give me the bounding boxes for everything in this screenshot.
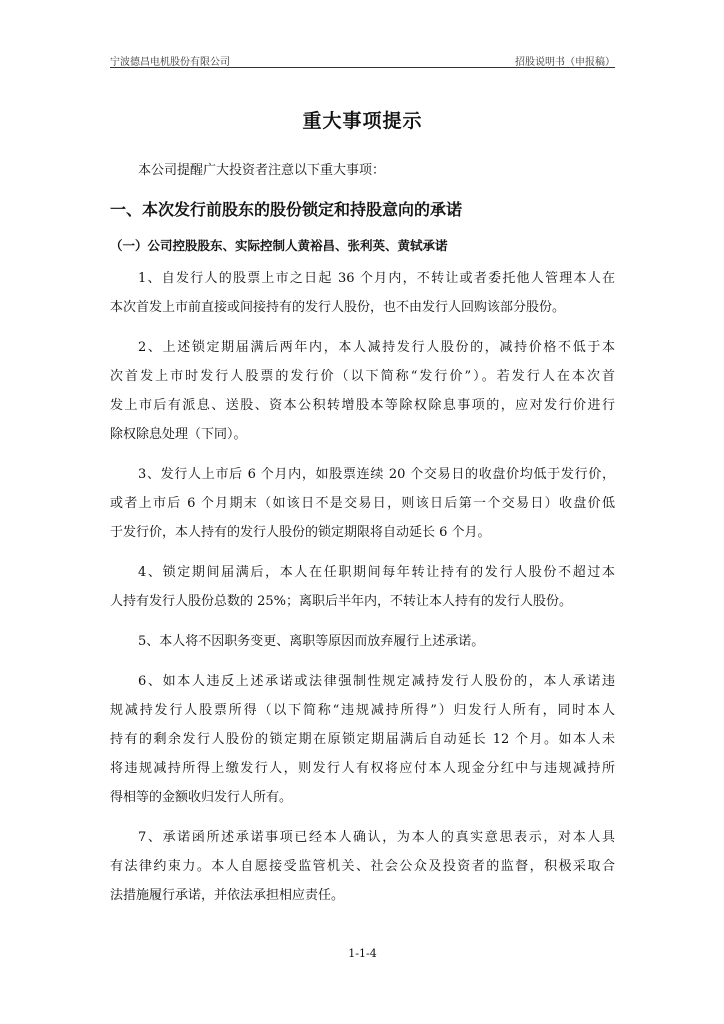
paragraph-line: 持有的剩余发行人股份的锁定期在原锁定期届满后自动延长 12 个月。如本人未: [110, 732, 615, 747]
paragraph-line: 法措施履行承诺，并依法承担相应责任。: [110, 888, 345, 903]
paragraph-line: 5、本人将不因职务变更、离职等原因而放弃履行上述承诺。: [138, 634, 485, 649]
paragraph-1: [110, 264, 615, 322]
header-document-type: 招股说明书（申报稿）: [515, 57, 615, 68]
document-body: [110, 264, 615, 921]
paragraph-7: [110, 823, 615, 910]
paragraph-line: 1、自发行人的股票上市之日起 36 个月内，不转让或者委托他人管理本人在: [138, 271, 615, 286]
paragraph-line: 人持有发行人股份总数的 25%；离职后半年内，不转让本人持有的发行人股份。: [110, 594, 573, 609]
paragraph-line: 将违规减持所得上缴发行人，则发行人有权将应付本人现金分红中与违规减持所: [110, 761, 615, 776]
paragraph-3: [110, 460, 615, 547]
paragraph-line: 本次首发上市前直接或间接持有的发行人股份，也不由发行人回购该部分股份。: [110, 300, 566, 315]
header-company-name: 宁波德昌电机股份有限公司: [110, 57, 230, 68]
paragraph-6: [110, 667, 615, 812]
paragraph-line: 发上市后有派息、送股、资本公积转增股本等除权除息事项的，应对发行价进行: [110, 398, 615, 413]
document-title: 重大事项提示: [302, 110, 423, 132]
paragraph-line: 有法律约束力。本人自愿接受监管机关、社会公众及投资者的监督，积极采取合: [110, 859, 615, 874]
paragraph-line: 于发行价，本人持有的发行人股份的锁定期限将自动延长 6 个月。: [110, 525, 491, 540]
subsection-heading: （一）公司控股股东、实际控制人黄裕昌、张利英、黄轼承诺: [110, 238, 448, 253]
paragraph-line: 除权除息处理（下同）。: [110, 427, 247, 442]
page-number: 1-1-4: [348, 947, 377, 960]
section-heading: 一、本次发行前股东的股份锁定和持股意向的承诺: [110, 200, 463, 219]
page-header: [110, 53, 615, 68]
paragraph-line: 次首发上市时发行人股票的发行价（以下简称“发行价”）。若发行人在本次首: [110, 369, 615, 384]
paragraph-line: 6、如本人违反上述承诺或法律强制性规定减持发行人股份的，本人承诺违: [138, 674, 615, 689]
paragraph-line: 规减持发行人股票所得（以下简称“违规减持所得”）归发行人所有，同时本人: [110, 703, 615, 718]
paragraph-4: [110, 558, 615, 616]
paragraph-line: 4、锁定期间届满后，本人在任职期间每年转让持有的发行人股份不超过本: [138, 565, 615, 580]
paragraph-line: 2、上述锁定期届满后两年内，本人减持发行人股份的，减持价格不低于本: [138, 340, 615, 355]
paragraph-line: 或者上市后 6 个月期末（如该日不是交易日，则该日后第一个交易日）收盘价低: [110, 496, 615, 511]
paragraph-line: 得相等的金额收归发行人所有。: [110, 790, 293, 805]
intro-text: 本公司提醒广大投资者注意以下重大事项：: [138, 163, 386, 178]
paragraph-line: 7、承诺函所述承诺事项已经本人确认，为本人的真实意思表示，对本人具: [138, 830, 615, 845]
paragraph-2: [110, 333, 615, 449]
paragraph-5: [110, 627, 615, 656]
paragraph-line: 3、发行人上市后 6 个月内，如股票连续 20 个交易日的收盘价均低于发行价，: [138, 467, 615, 482]
